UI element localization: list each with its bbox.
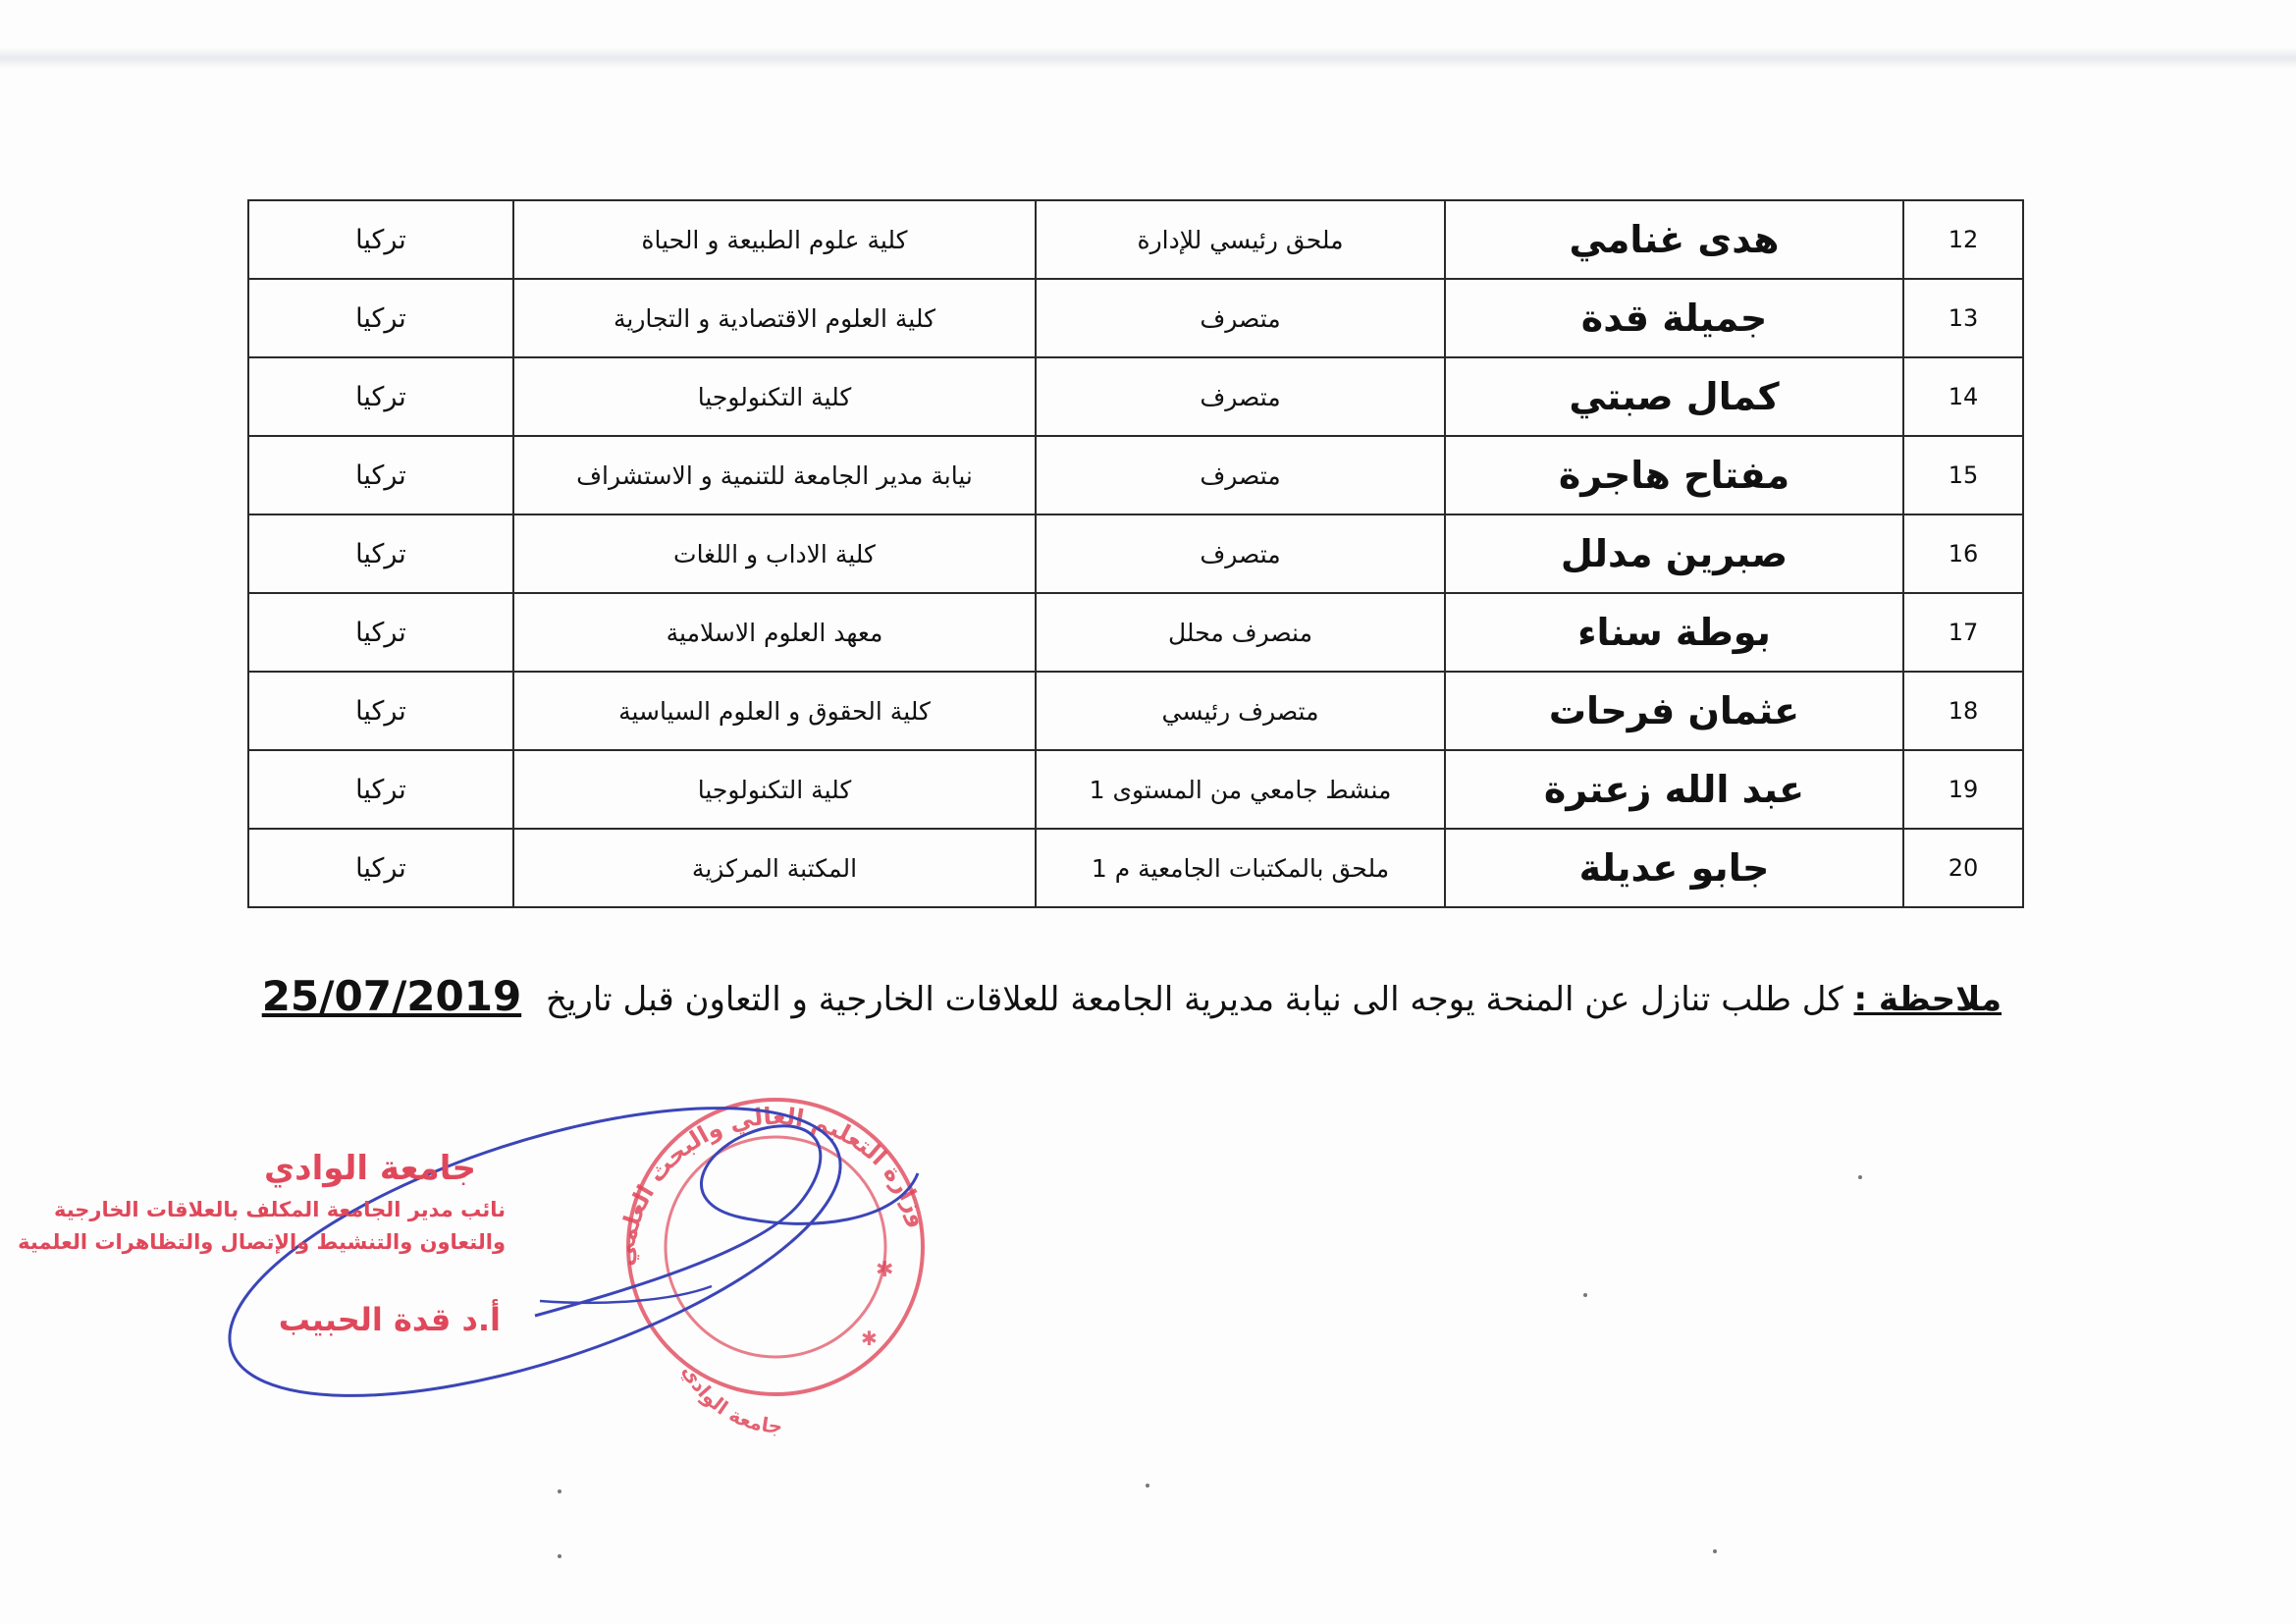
seal-top-text: وزارة التعليم العالي والبحث العلمي [611,1102,934,1268]
destination-country: تركيا [248,514,513,593]
employee-name: مفتاح هاجرة [1445,436,1903,514]
row-number: 20 [1903,829,2023,907]
row-number: 12 [1903,200,2023,279]
employee-name: كمال صبتي [1445,357,1903,436]
employee-name: جابو عديلة [1445,829,1903,907]
employee-rank: متصرف رئيسي [1036,672,1445,750]
employee-unit: كلية التكنولوجيا [513,750,1036,829]
destination-country: تركيا [248,672,513,750]
stamp-university: جامعة الوادي [264,1149,476,1188]
destination-country: تركيا [248,436,513,514]
table-body [248,200,2023,907]
employee-unit: كلية التكنولوجيا [513,357,1036,436]
note-label: ملاحظة : [1853,980,2002,1019]
employee-name: عثمان فرحات [1445,672,1903,750]
employee-unit: كلية الحقوق و العلوم السياسية [513,672,1036,750]
employee-name: صبرين مدلل [1445,514,1903,593]
employee-rank: متصرف [1036,436,1445,514]
employee-unit: كلية علوم الطبيعة و الحياة [513,200,1036,279]
employee-rank: ملحق بالمكتبات الجامعية م 1 [1036,829,1445,907]
employee-name: هدى غنامي [1445,200,1903,279]
destination-country: تركيا [248,593,513,672]
employee-rank: متصرف [1036,279,1445,357]
destination-country: تركيا [248,750,513,829]
round-seal [612,1100,934,1437]
table-row [248,750,2023,829]
employee-unit: كلية العلوم الاقتصادية و التجارية [513,279,1036,357]
destination-country: تركيا [248,279,513,357]
svg-text:✱: ✱ [861,1326,878,1350]
stamp-signatory: أ.د قدة الحبيب [278,1301,501,1338]
employee-rank: منشط جامعي من المستوى 1 [1036,750,1445,829]
row-number: 16 [1903,514,2023,593]
employee-rank: متصرف [1036,514,1445,593]
row-number: 19 [1903,750,2023,829]
table-row [248,436,2023,514]
table-row [248,672,2023,750]
scan-artifact [0,47,2296,69]
svg-text:جامعة الوادي [676,1361,782,1438]
svg-text:✱: ✱ [876,1258,894,1282]
employee-unit: المكتبة المركزية [513,829,1036,907]
employee-rank: منصرف محلل [1036,593,1445,672]
table-row [248,279,2023,357]
destination-country: تركيا [248,357,513,436]
deadline-note [262,972,2002,1020]
note-text: كل طلب تنازل عن المنحة يوجه الى نيابة مديرية الجامعة للعلاقات الخارجية و التعاون قبل تاريخ [545,980,1843,1019]
employee-name: عبد الله زعترة [1445,750,1903,829]
table-row [248,829,2023,907]
employee-rank: ملحق رئيسي للإدارة [1036,200,1445,279]
scholarship-table [247,199,2024,908]
table-row [248,514,2023,593]
note-date: 25/07/2019 [261,972,522,1020]
row-number: 18 [1903,672,2023,750]
stamp-title-line1: نائب مدير الجامعة المكلف بالعلاقات الخارجية [53,1198,506,1221]
row-number: 13 [1903,279,2023,357]
employee-unit: معهد العلوم الاسلامية [513,593,1036,672]
destination-country: تركيا [248,200,513,279]
seal-bottom-text: جامعة الوادي [677,1360,783,1438]
table-row [248,357,2023,436]
employee-name: بوطة سناء [1445,593,1903,672]
row-number: 17 [1903,593,2023,672]
table-row [248,593,2023,672]
destination-country: تركيا [248,829,513,907]
employee-rank: متصرف [1036,357,1445,436]
employee-unit: كلية الاداب و اللغات [513,514,1036,593]
row-number: 15 [1903,436,2023,514]
employee-unit: نيابة مدير الجامعة للتنمية و الاستشراف [513,436,1036,514]
stamp-title-line2: والتعاون والتنشيط والإتصال والتظاهرات العلمية [18,1230,506,1254]
row-number: 14 [1903,357,2023,436]
employee-name: جميلة قدة [1445,279,1903,357]
table-row [248,200,2023,279]
official-stamp-and-signature [18,1056,987,1448]
